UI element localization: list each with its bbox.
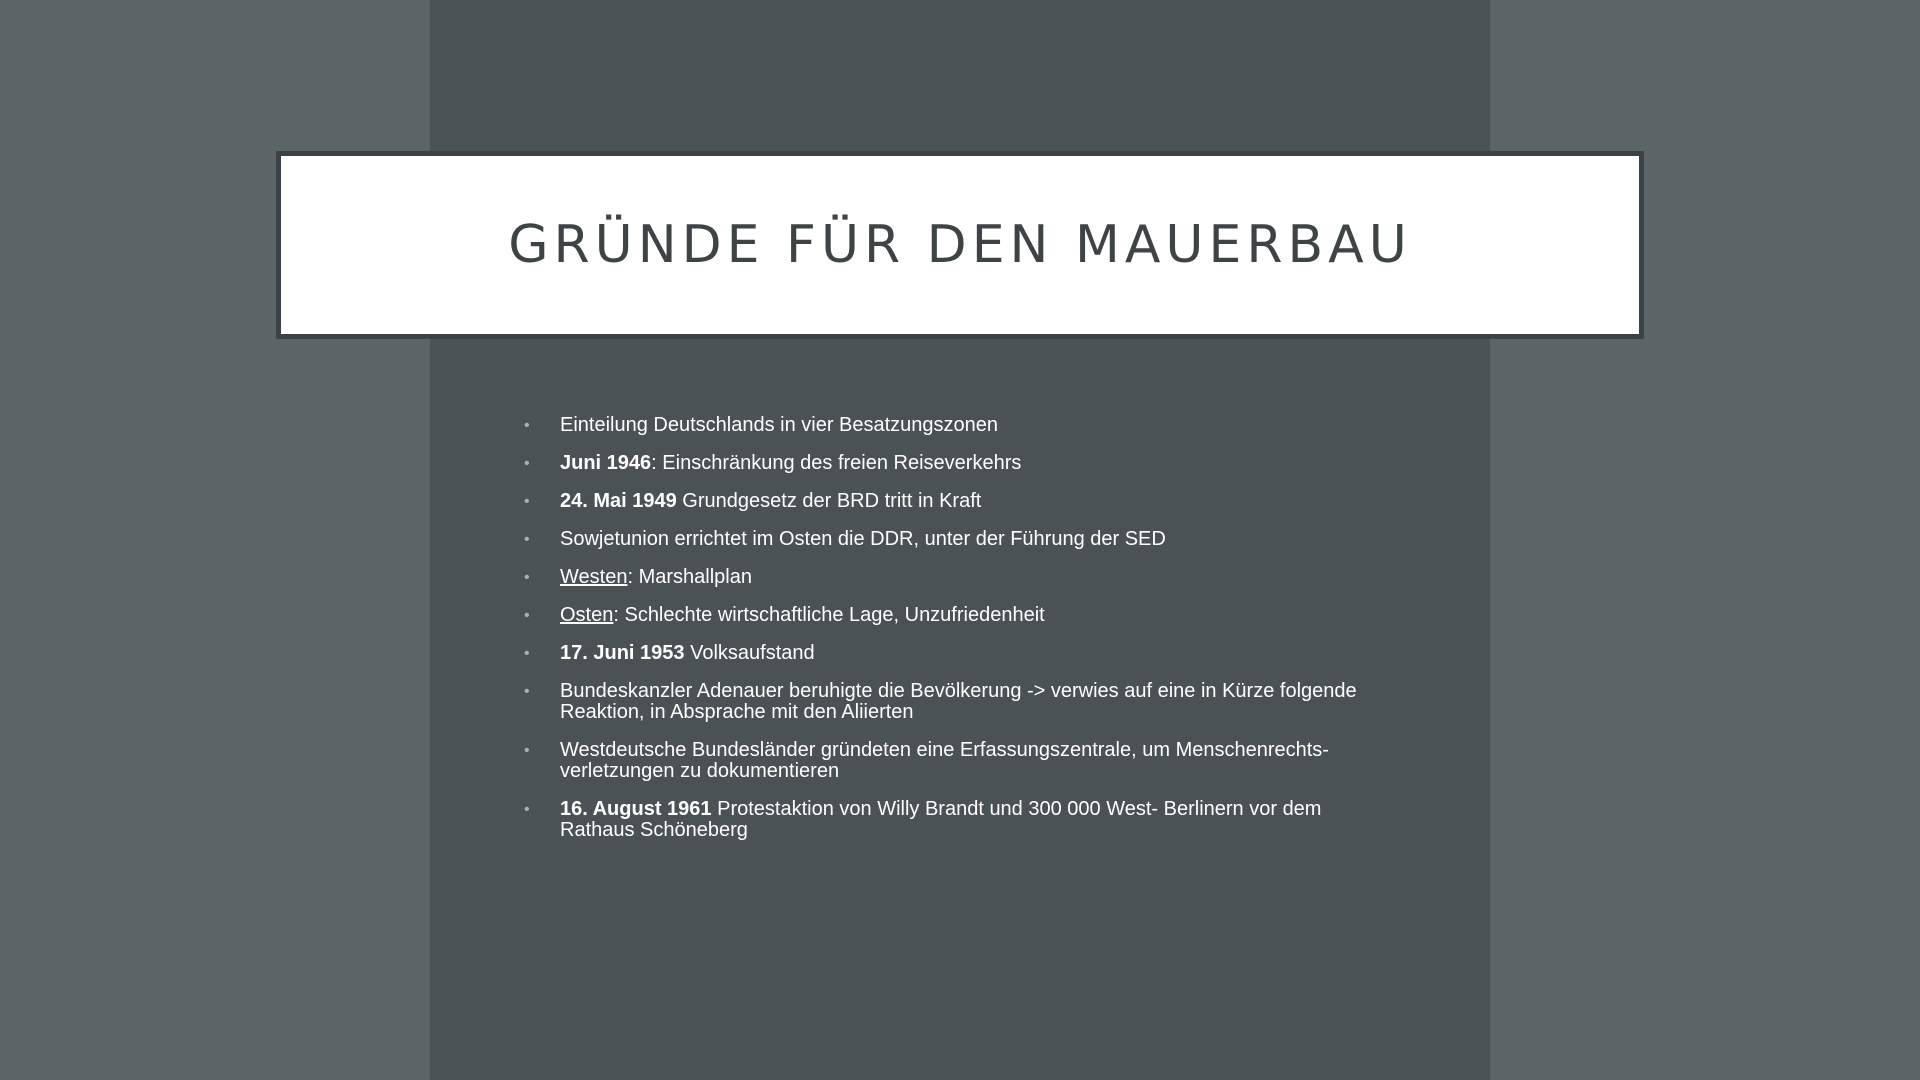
bullet-dot-icon: • xyxy=(524,569,530,586)
bullet-text: Einteilung Deutschlands in vier Besatzungszonen xyxy=(560,414,999,436)
bullet-dot-icon: • xyxy=(524,417,530,434)
bullet-date: 16. August 1961 xyxy=(560,798,712,820)
bullet-text: Bundeskanzler Adenauer beruhigte die Bevölkerung -> verwies auf eine in Kürze folgende Reaktion, in Absprache mit den Aliierten xyxy=(560,680,1357,723)
bullet-text: : Schlechte wirtschaftliche Lage, Unzufriedenheit xyxy=(613,604,1045,626)
bullet-date: Juni 1946 xyxy=(560,452,652,474)
list-item xyxy=(520,740,1400,782)
list-item xyxy=(520,605,1400,626)
bullet-text: Volksaufstand xyxy=(684,642,815,664)
list-item xyxy=(520,643,1400,664)
list-item xyxy=(520,681,1400,723)
bullet-dot-icon: • xyxy=(524,493,530,510)
list-item xyxy=(520,567,1400,588)
bullet-dot-icon: • xyxy=(524,455,530,472)
title-box xyxy=(276,151,1644,339)
bullet-dot-icon: • xyxy=(524,645,530,662)
list-item xyxy=(520,529,1400,550)
bullet-keyword: Westen xyxy=(560,566,628,588)
bullet-text: Westdeutsche Bundesländer gründeten eine Erfassungszentrale, um Menschenrechts-verletzungen zu dokumentieren xyxy=(560,739,1329,782)
bullet-text: Sowjetunion errichtet im Osten die DDR, unter der Führung der SED xyxy=(560,528,1166,550)
bullet-text: : Einschränkung des freien Reiseverkehrs xyxy=(651,452,1022,474)
bullet-date: 24. Mai 1949 xyxy=(560,490,677,512)
bullet-dot-icon: • xyxy=(524,801,530,818)
bullet-text: Grundgesetz der BRD tritt in Kraft xyxy=(676,490,982,512)
slide-title: GRÜNDE FÜR DEN MAUERBAU xyxy=(508,215,1412,275)
bullet-dot-icon: • xyxy=(524,607,530,624)
bullet-dot-icon: • xyxy=(524,683,530,700)
list-item xyxy=(520,453,1400,474)
bullet-keyword: Osten xyxy=(560,604,614,626)
list-item xyxy=(520,491,1400,512)
list-item xyxy=(520,799,1400,841)
bullet-dot-icon: • xyxy=(524,742,530,759)
bullet-text: : Marshallplan xyxy=(627,566,752,588)
bullet-text: Protestaktion von Willy Brandt und 300 000 West- Berlinern vor dem Rathaus Schöneberg xyxy=(560,798,1322,841)
bullet-list xyxy=(520,415,1400,858)
list-item xyxy=(520,415,1400,436)
bullet-dot-icon: • xyxy=(524,531,530,548)
bullet-date: 17. Juni 1953 xyxy=(560,642,685,664)
